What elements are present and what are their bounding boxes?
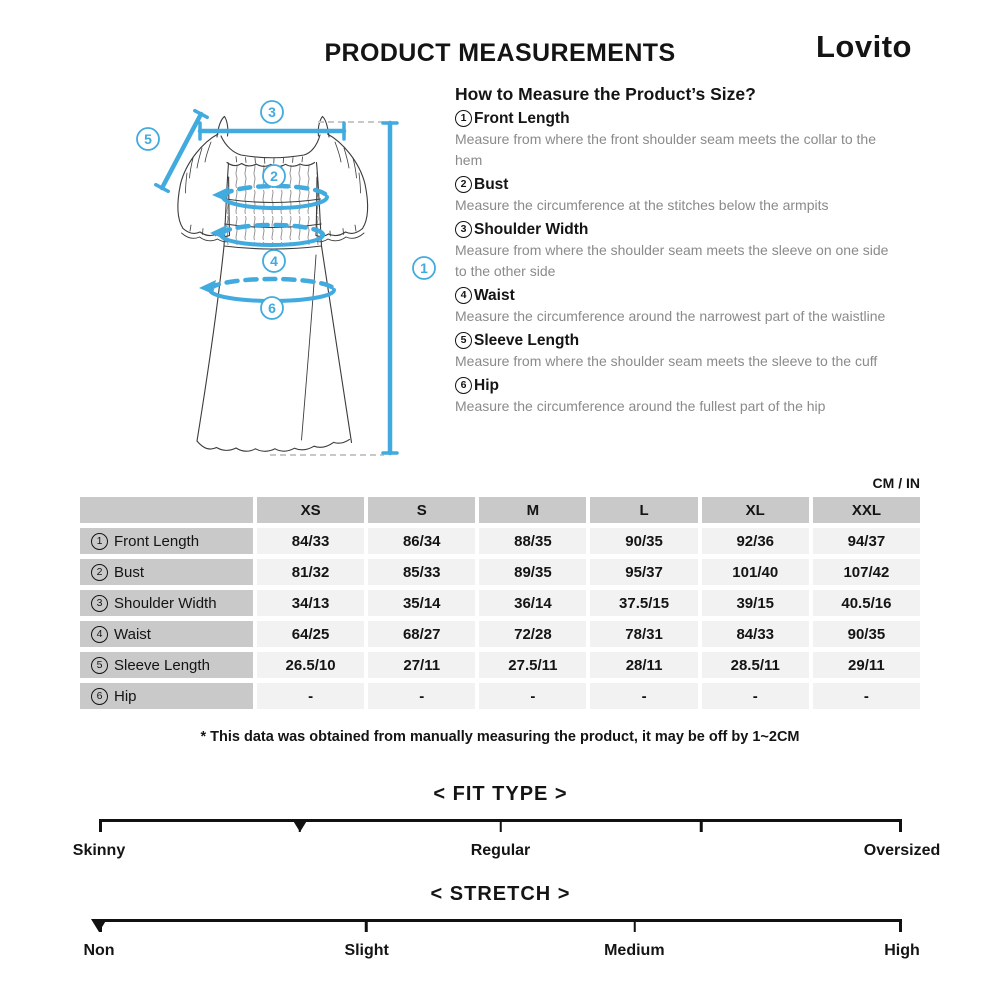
guide-item-name: Sleeve Length: [474, 332, 580, 349]
guide-item-name: Bust: [474, 176, 509, 193]
circled-number: 2: [91, 564, 108, 581]
unit-label: CM / IN: [872, 475, 920, 491]
svg-text:5: 5: [144, 131, 152, 147]
circled-number: 6: [91, 688, 108, 705]
row-label-bust: [80, 559, 253, 585]
cell-front-length-xl: 92/36: [702, 528, 809, 554]
cell-bust-xl: 101/40: [702, 559, 809, 585]
circled-number: 5: [91, 657, 108, 674]
scale-label-skinny: Skinny: [72, 842, 126, 859]
row-label-front-length: [80, 528, 253, 554]
guide-item-title: [455, 175, 891, 194]
scale-label-non: Non: [83, 942, 115, 959]
callout-3: [261, 101, 283, 123]
cell-sleeve-length-xl: 28.5/11: [702, 652, 809, 678]
stretch-labels: [83, 942, 920, 962]
svg-text:4: 4: [270, 253, 278, 269]
cell-shoulder-width-xl: 39/15: [702, 590, 809, 616]
fit-type-title: < FIT TYPE >: [433, 783, 568, 805]
cell-bust-xs: 81/32: [257, 559, 364, 585]
guide-item-desc: Measure from where the front shoulder seam meets the collar to the hem: [455, 131, 876, 168]
guide-item-shoulder-width: [455, 220, 891, 282]
cell-waist-l: 78/31: [590, 621, 697, 647]
scale-label-high: High: [884, 942, 920, 959]
guide-item-title: [455, 286, 891, 305]
callout-4: [263, 250, 285, 272]
row-label-waist: [80, 621, 253, 647]
svg-text:2: 2: [270, 168, 278, 184]
track-right-cap: [899, 922, 902, 932]
stretch-title: < STRETCH >: [430, 883, 571, 905]
cell-sleeve-length-xxl: 29/11: [813, 652, 920, 678]
sleeve-length-line: [162, 114, 201, 188]
cell-hip-xl: -: [702, 683, 809, 709]
guide-item-name: Shoulder Width: [474, 221, 589, 238]
track-left-cap: [99, 822, 102, 832]
scale-marker: [91, 919, 107, 932]
scale-label-medium: Medium: [604, 942, 665, 959]
cell-waist-xxl: 90/35: [813, 621, 920, 647]
scale-marker: [292, 819, 308, 832]
fit-type-track: [99, 819, 902, 834]
cell-hip-s: -: [368, 683, 475, 709]
cell-shoulder-width-xs: 34/13: [257, 590, 364, 616]
guide-item-front-length: [455, 109, 891, 171]
cell-hip-l: -: [590, 683, 697, 709]
cell-shoulder-width-m: 36/14: [479, 590, 586, 616]
brand-logo: Lovito: [816, 29, 912, 64]
stretch-scale: [83, 883, 920, 962]
fit-type-scale: [72, 783, 941, 862]
guide-item-title: [455, 376, 891, 395]
guide-item-desc: Measure the circumference around the fullest part of the hip: [455, 398, 826, 414]
guide-item-hip: [455, 376, 891, 417]
cell-front-length-m: 88/35: [479, 528, 586, 554]
guide-item-bust: [455, 175, 891, 216]
circled-number: 4: [455, 287, 472, 304]
circled-number: 3: [91, 595, 108, 612]
circled-number: 1: [91, 533, 108, 550]
track-right-cap: [899, 822, 902, 832]
cell-waist-s: 68/27: [368, 621, 475, 647]
guide-item-desc: Measure from where the shoulder seam meets the sleeve to the cuff: [455, 353, 878, 369]
row-label-text: Sleeve Length: [114, 656, 210, 674]
size-col-m: M: [479, 497, 586, 523]
measurement-disclaimer: * This data was obtained from manually measuring the product, it may be off by 1~2CM: [200, 729, 800, 745]
circled-number: 4: [91, 626, 108, 643]
circled-number: 2: [455, 176, 472, 193]
scale-label-slight: Slight: [344, 942, 389, 959]
circled-number: 1: [455, 110, 472, 127]
guide-item-waist: [455, 286, 891, 327]
size-col-xs: XS: [257, 497, 364, 523]
cell-sleeve-length-m: 27.5/11: [479, 652, 586, 678]
circled-number: 6: [455, 377, 472, 394]
cell-sleeve-length-s: 27/11: [368, 652, 475, 678]
cell-waist-xs: 64/25: [257, 621, 364, 647]
scale-label-oversized: Oversized: [863, 842, 941, 859]
cell-bust-l: 95/37: [590, 559, 697, 585]
guide-item-title: [455, 109, 891, 128]
size-col-xl: XL: [702, 497, 809, 523]
callout-2: [263, 165, 285, 187]
guide-item-sleeve-length: [455, 331, 891, 372]
row-label-text: Waist: [114, 625, 151, 643]
callout-5: [137, 128, 159, 150]
cell-front-length-xxl: 94/37: [813, 528, 920, 554]
cell-shoulder-width-s: 35/14: [368, 590, 475, 616]
row-label-text: Hip: [114, 687, 137, 705]
cell-bust-xxl: 107/42: [813, 559, 920, 585]
cell-shoulder-width-xxl: 40.5/16: [813, 590, 920, 616]
guide-item-desc: Measure the circumference around the narrowest part of the waistline: [455, 308, 886, 324]
cell-hip-xxl: -: [813, 683, 920, 709]
cell-hip-xs: -: [257, 683, 364, 709]
circled-number: 5: [455, 332, 472, 349]
guide-item-title: [455, 331, 891, 350]
callout-1: [413, 257, 435, 279]
cell-front-length-l: 90/35: [590, 528, 697, 554]
dress-measurement-diagram: [115, 85, 455, 475]
row-label-hip: [80, 683, 253, 709]
cell-front-length-s: 86/34: [368, 528, 475, 554]
page-title: PRODUCT MEASUREMENTS: [324, 39, 676, 67]
size-col-xxl: XXL: [813, 497, 920, 523]
cell-hip-m: -: [479, 683, 586, 709]
guide-item-name: Hip: [474, 377, 499, 394]
row-label-shoulder-width: [80, 590, 253, 616]
size-col-s: S: [368, 497, 475, 523]
size-col-l: L: [590, 497, 697, 523]
callout-6: [261, 297, 283, 319]
cell-shoulder-width-l: 37.5/15: [590, 590, 697, 616]
svg-text:6: 6: [268, 300, 276, 316]
measure-guide: [455, 84, 891, 417]
circled-number: 3: [455, 221, 472, 238]
track-tick: [700, 822, 703, 832]
cell-bust-m: 89/35: [479, 559, 586, 585]
row-label-sleeve-length: [80, 652, 253, 678]
scale-label-regular: Regular: [470, 842, 531, 859]
stretch-track: [99, 919, 902, 934]
cell-sleeve-length-l: 28/11: [590, 652, 697, 678]
cell-front-length-xs: 84/33: [257, 528, 364, 554]
cell-bust-s: 85/33: [368, 559, 475, 585]
cell-waist-m: 72/28: [479, 621, 586, 647]
track-tick: [499, 822, 502, 832]
row-label-text: Front Length: [114, 532, 200, 550]
cell-sleeve-length-xs: 26.5/10: [257, 652, 364, 678]
svg-text:3: 3: [268, 104, 276, 120]
size-table: [80, 497, 920, 709]
fit-type-labels: [72, 842, 941, 862]
guide-item-title: [455, 220, 891, 239]
guide-item-name: Waist: [474, 287, 515, 304]
guide-item-desc: Measure the circumference at the stitches below the armpits: [455, 197, 829, 213]
table-corner-cell: [80, 497, 253, 523]
row-label-text: Bust: [114, 563, 145, 581]
cell-waist-xl: 84/33: [702, 621, 809, 647]
row-label-text: Shoulder Width: [114, 594, 217, 612]
size-table-section: [80, 476, 920, 709]
track-tick: [633, 922, 636, 932]
guide-item-name: Front Length: [474, 110, 570, 127]
guide-item-desc: Measure from where the shoulder seam meets the sleeve on one side to the other side: [455, 242, 889, 279]
svg-text:1: 1: [420, 260, 428, 276]
guide-items: [455, 109, 891, 417]
track-tick: [365, 922, 368, 932]
guide-title: How to Measure the Product’s Size?: [455, 84, 756, 104]
